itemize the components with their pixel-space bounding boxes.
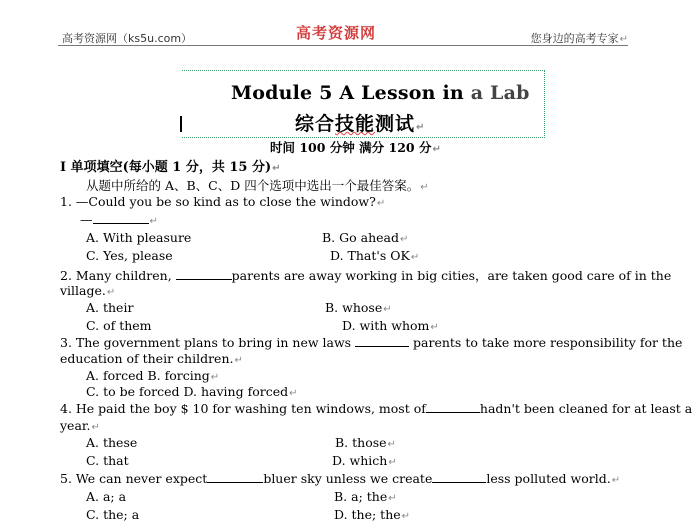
section-heading: Ⅰ 单项填空(每小题 1 分，共 15 分)↵ (60, 160, 281, 175)
q1-option-b: B. Go ahead↵ (322, 230, 409, 245)
doc-title: Module 5 A Lesson in a Lab (231, 82, 530, 104)
question-3-stem: 3. The government plans to bring in new laws parents to take more responsibility for the (60, 335, 683, 350)
question-1-answer-line: — ↵ (80, 212, 158, 227)
header-divider (58, 45, 628, 46)
q4-option-d: D. which↵ (332, 453, 397, 468)
q2-option-d: D. with whom↵ (342, 318, 439, 333)
header-right-text: 您身边的高考专家↵ (530, 32, 628, 45)
question-3-stem-cont: education of their children.↵ (60, 351, 243, 366)
q4-option-a: A. these (86, 435, 138, 450)
section-instruction: 从题中所给的 A、B、C、D 四个选项中选出一个最佳答案。↵ (86, 178, 429, 193)
q5-option-c: C. the; a (86, 507, 140, 522)
q1-option-a: A. With pleasure (86, 230, 192, 245)
question-2-stem: 2. Many children, parents are away working in big cities，are taken good care of in the (60, 268, 672, 283)
q1-option-d: D. That's OK↵ (330, 248, 420, 263)
q4-option-c: C. that (86, 453, 129, 468)
q2-option-b: B. whose↵ (325, 300, 392, 315)
q2-option-c: C. of them (86, 318, 152, 333)
q5-option-d: D. the; the↵ (334, 507, 411, 522)
question-4-stem-cont: year.↵ (60, 418, 100, 433)
q2-option-a: A. their (86, 300, 134, 315)
doc-subtitle: 综合技能测试↵ (295, 113, 426, 135)
q1-option-c: C. Yes, please (86, 248, 173, 263)
question-4-stem: 4. He paid the boy $ 10 for washing ten windows, most of hadn't been cleaned for at least a (60, 401, 692, 416)
question-2-stem-cont: village.↵ (60, 283, 116, 298)
question-5-stem: 5. We can never expect bluer sky unless we create less polluted world.↵ (60, 471, 621, 486)
header-left-text: 高考资源网（ks5u.com） (62, 32, 193, 45)
header-logo: 高考资源网 (296, 24, 377, 42)
q3-options-cd: C. to be forced D. having forced↵ (86, 384, 298, 399)
text-cursor (180, 116, 182, 132)
q4-option-b: B. those↵ (335, 435, 396, 450)
time-and-score: 时间 100 分钟 满分 120 分↵ (270, 140, 441, 155)
q5-option-b: B. a; the↵ (334, 489, 397, 504)
q3-options-ab: A. forced B. forcing↵ (86, 368, 220, 383)
question-1-stem: 1. —Could you be so kind as to close the window?↵ (60, 194, 386, 209)
q5-option-a: A. a; a (86, 489, 127, 504)
